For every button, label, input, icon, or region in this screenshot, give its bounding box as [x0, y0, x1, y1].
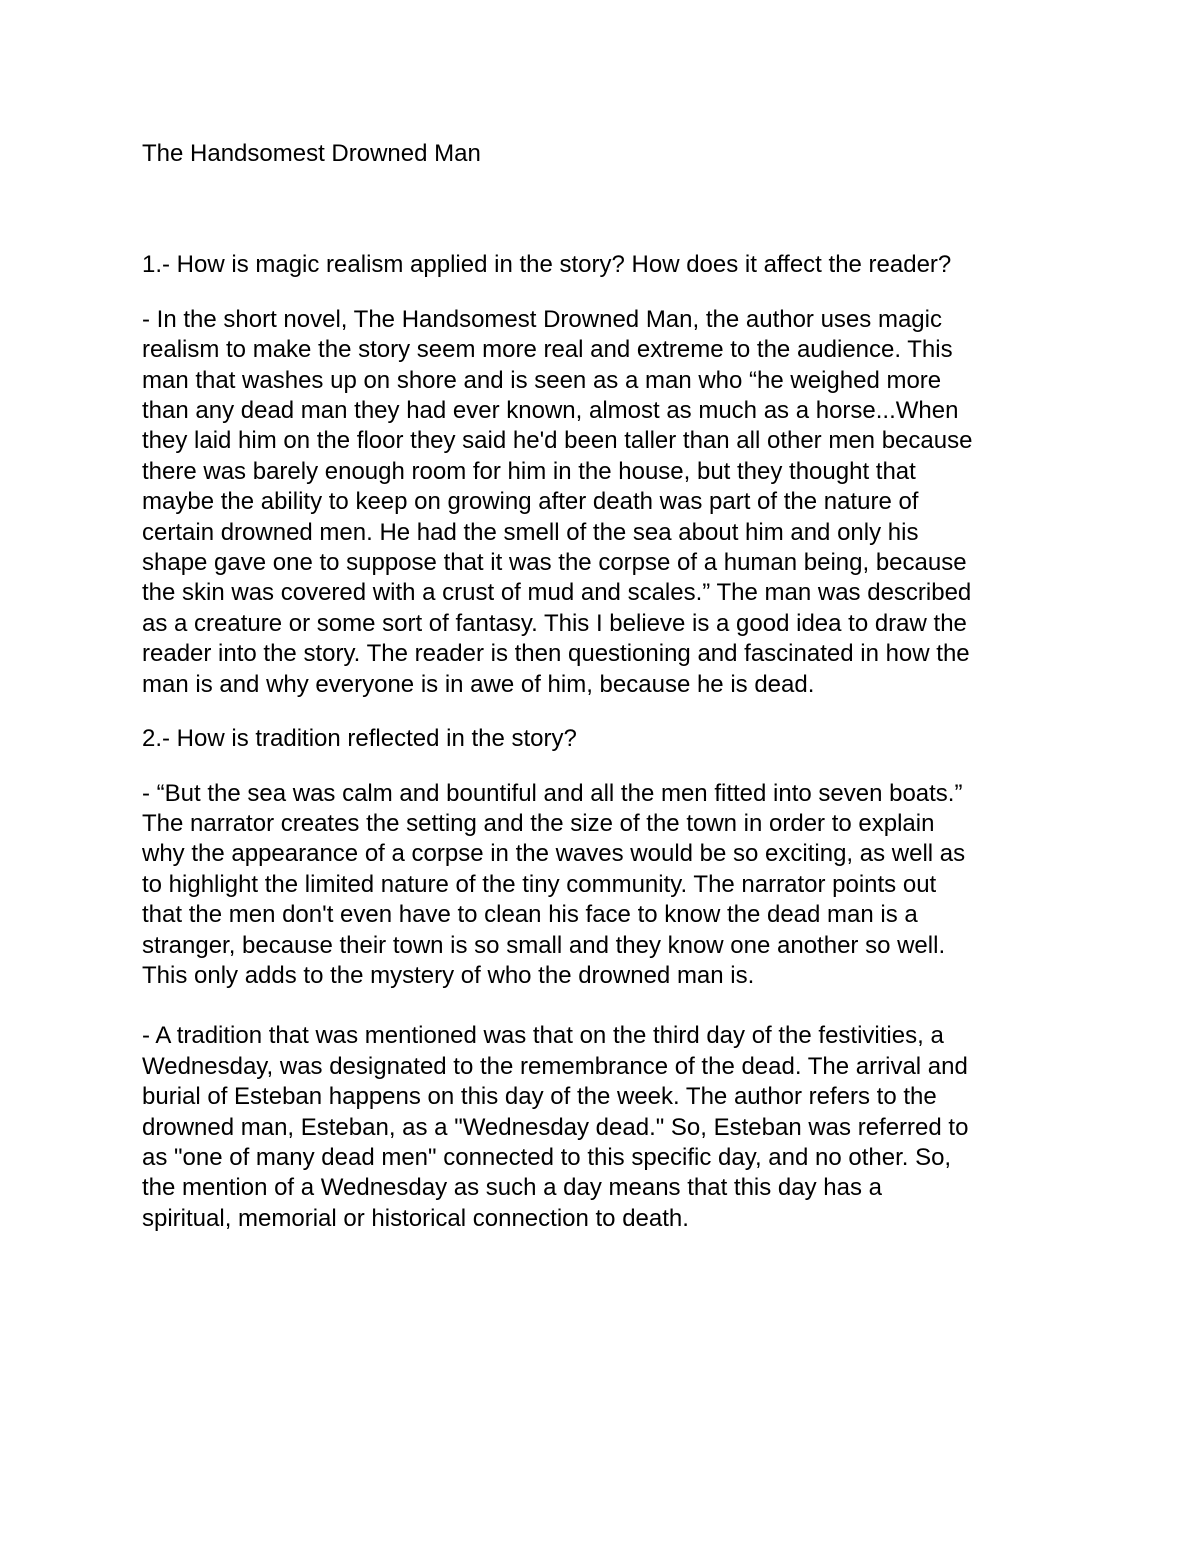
question-1: 1.- How is magic realism applied in the story? How does it affect the reader? — [142, 251, 952, 279]
document-title: The Handsomest Drowned Man — [142, 140, 481, 167]
answer-1-paragraph: - In the short novel, The Handsomest Drowned Man, the author uses magic realism to make the story seem more real and extreme to the audience. This man that washes up on shore and is seen as a man who “he weighed more than any dead man they had ever known, almost as much as a horse...When they laid him on the floor they said he'd been taller than all other men because there was barely enough room for him in the house, but they thought that maybe the ability to keep on growing after death was part of the nature of certain drowned men. He had the smell of the sea about him and only his shape gave one to suppose that it was the corpse of a human being, because the skin was covered with a crust of mud and scales.” The man was described as a creature or some sort of fantasy. This I believe is a good idea to draw the reader into the story. The reader is then questioning and fascinated in how the man is and why everyone is in awe of him, because he is dead. — [142, 305, 973, 698]
answer-2-paragraph-2: - A tradition that was mentioned was that on the third day of the festivities, a Wednesday, was designated to the remembrance of the dead. The arrival and burial of Esteban happens on this day of the week. The author refers to the drowned man, Esteban, as a "Wednesday dead." So, Esteban was referred to as "one of many dead men" connected to this specific day, and no other. So, the mention of a Wednesday as such a day means that this day has a spiritual, memorial or historical connection to death. — [142, 1022, 969, 1232]
answer-2-paragraph-1: - “But the sea was calm and bountiful and all the men fitted into seven boats.” The narrator creates the setting and the size of the town in order to explain why the appearance of a corpse in the waves would be so exciting, as well as to highlight the limited nature of the tiny community. The narrator points out that the men don't even have to clean his face to know the dead man is a stranger, because their town is so small and they know one another so well. This only adds to the mystery of who the drowned man is. — [142, 779, 966, 989]
question-2: 2.- How is tradition reflected in the story? — [142, 725, 577, 753]
